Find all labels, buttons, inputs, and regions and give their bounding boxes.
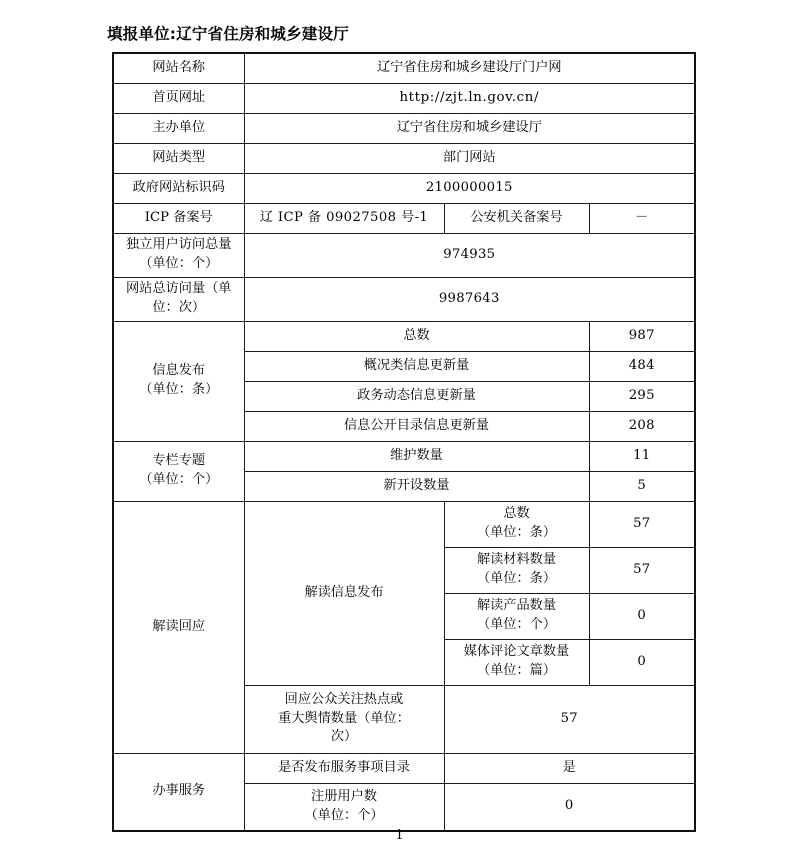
value-special-topics-item-1: 5 [589, 471, 695, 501]
table-row-interpretation-total [113, 501, 695, 547]
table-row-site-type [113, 143, 695, 173]
label-interpretation-item-0-line1: 总数 [503, 506, 530, 522]
label-icp: ICP 备案号 [113, 203, 244, 233]
table-row-info-release-total [113, 321, 695, 351]
table-row-icp [113, 203, 695, 233]
table-row-services-catalog [113, 753, 695, 783]
value-interpretation-item-2: 0 [589, 593, 695, 639]
value-info-release-item-2: 295 [589, 381, 695, 411]
label-interpretation-hotspot-line3: 次） [330, 729, 358, 745]
label-interpretation-item-1-line1: 解读材料数量 [476, 552, 557, 568]
label-info-release-item-0: 总数 [244, 321, 589, 351]
label-services-item-1-line2: （单位：个） [304, 807, 384, 823]
value-interpretation-item-0: 57 [589, 501, 695, 547]
value-site-name: 辽宁省住房和城乡建设厅门户网 [244, 53, 695, 83]
label-interpretation-hotspot-line2: 重大舆情数量（单位： [278, 710, 410, 726]
table-row-homepage-url [113, 83, 695, 113]
label-interpretation-item-1-line2: （单位：条） [476, 571, 557, 586]
website-report-table [112, 52, 696, 832]
label-info-release-item-3: 信息公开目录信息更新量 [244, 411, 589, 441]
label-interpretation-hotspot [244, 685, 444, 753]
value-icp: 辽 ICP 备 09027508 号-1 [244, 203, 444, 233]
label-special-topics [113, 441, 244, 501]
label-interpretation-item-0 [444, 501, 589, 547]
label-interpretation-item-3-line1: 媒体评论文章数量 [463, 644, 570, 660]
label-services-item-1 [244, 783, 444, 831]
value-interpretation-item-3: 0 [589, 639, 695, 685]
value-services-item-0: 是 [444, 753, 695, 783]
label-info-release-line1: 信息发布 [152, 363, 206, 379]
label-unique-visitors: 独立用户访问总量（单位：个） [113, 233, 244, 277]
label-special-topics-item-1: 新开设数量 [244, 471, 589, 501]
form-header-label: 填报单位:辽宁省住房和城乡建设厅 [107, 25, 349, 43]
label-interpretation-publish: 解读信息发布 [244, 501, 444, 685]
label-interpretation-hotspot-line1: 回应公众关注热点或 [284, 691, 404, 707]
label-total-visits: 网站总访问量（单位：次） [113, 277, 244, 321]
label-services: 办事服务 [113, 753, 244, 831]
label-special-topics-line2: （单位：个） [139, 472, 219, 487]
table-row-special-topics-maintained [113, 441, 695, 471]
label-services-item-0-line1: 是否发布服务事项目录 [278, 759, 410, 775]
table-row-host-unit [113, 113, 695, 143]
label-homepage-url: 首页网址 [113, 83, 244, 113]
label-info-release-item-1: 概况类信息更新量 [244, 351, 589, 381]
label-site-id-code: 政府网站标识码 [113, 173, 244, 203]
label-interpretation: 解读回应 [113, 501, 244, 753]
label-site-type: 网站类型 [113, 143, 244, 173]
table-row-unique-visitors [113, 233, 695, 277]
label-interpretation-item-3-line2: （单位：篇） [476, 663, 557, 678]
table-row-site-name [113, 53, 695, 83]
label-interpretation-item-1 [444, 547, 589, 593]
label-info-release [113, 321, 244, 441]
value-special-topics-item-0: 11 [589, 441, 695, 471]
label-police-record: 公安机关备案号 [444, 203, 589, 233]
label-interpretation-item-2-line1: 解读产品数量 [476, 598, 557, 614]
value-site-id-code: 2100000015 [244, 173, 695, 203]
label-interpretation-item-0-line2: （单位：条） [476, 525, 557, 540]
value-info-release-item-3: 208 [589, 411, 695, 441]
label-special-topics-item-0: 维护数量 [244, 441, 589, 471]
value-homepage-url: http://zjt.ln.gov.cn/ [244, 83, 695, 113]
value-site-type: 部门网站 [244, 143, 695, 173]
value-info-release-item-1: 484 [589, 351, 695, 381]
value-police-record: － [589, 203, 695, 233]
label-interpretation-item-2-line2: （单位：个） [476, 617, 557, 632]
value-services-item-1: 0 [444, 783, 695, 831]
table-row-site-id-code [113, 173, 695, 203]
table-row-total-visits [113, 277, 695, 321]
label-host-unit: 主办单位 [113, 113, 244, 143]
label-interpretation-item-3 [444, 639, 589, 685]
value-interpretation-hotspot: 57 [444, 685, 695, 753]
value-interpretation-item-1: 57 [589, 547, 695, 593]
label-interpretation-item-2 [444, 593, 589, 639]
value-total-visits: 9987643 [244, 277, 695, 321]
page-number: 1 [395, 828, 404, 843]
label-info-release-item-2: 政务动态信息更新量 [244, 381, 589, 411]
label-site-name: 网站名称 [113, 53, 244, 83]
value-info-release-item-0: 987 [589, 321, 695, 351]
label-info-release-line2: （单位：条） [139, 382, 219, 397]
label-services-item-1-line1: 注册用户数 [311, 789, 377, 805]
value-unique-visitors: 974935 [244, 233, 695, 277]
label-services-item-0 [244, 753, 444, 783]
value-host-unit: 辽宁省住房和城乡建设厅 [244, 113, 695, 143]
label-special-topics-line1: 专栏专题 [152, 453, 206, 469]
